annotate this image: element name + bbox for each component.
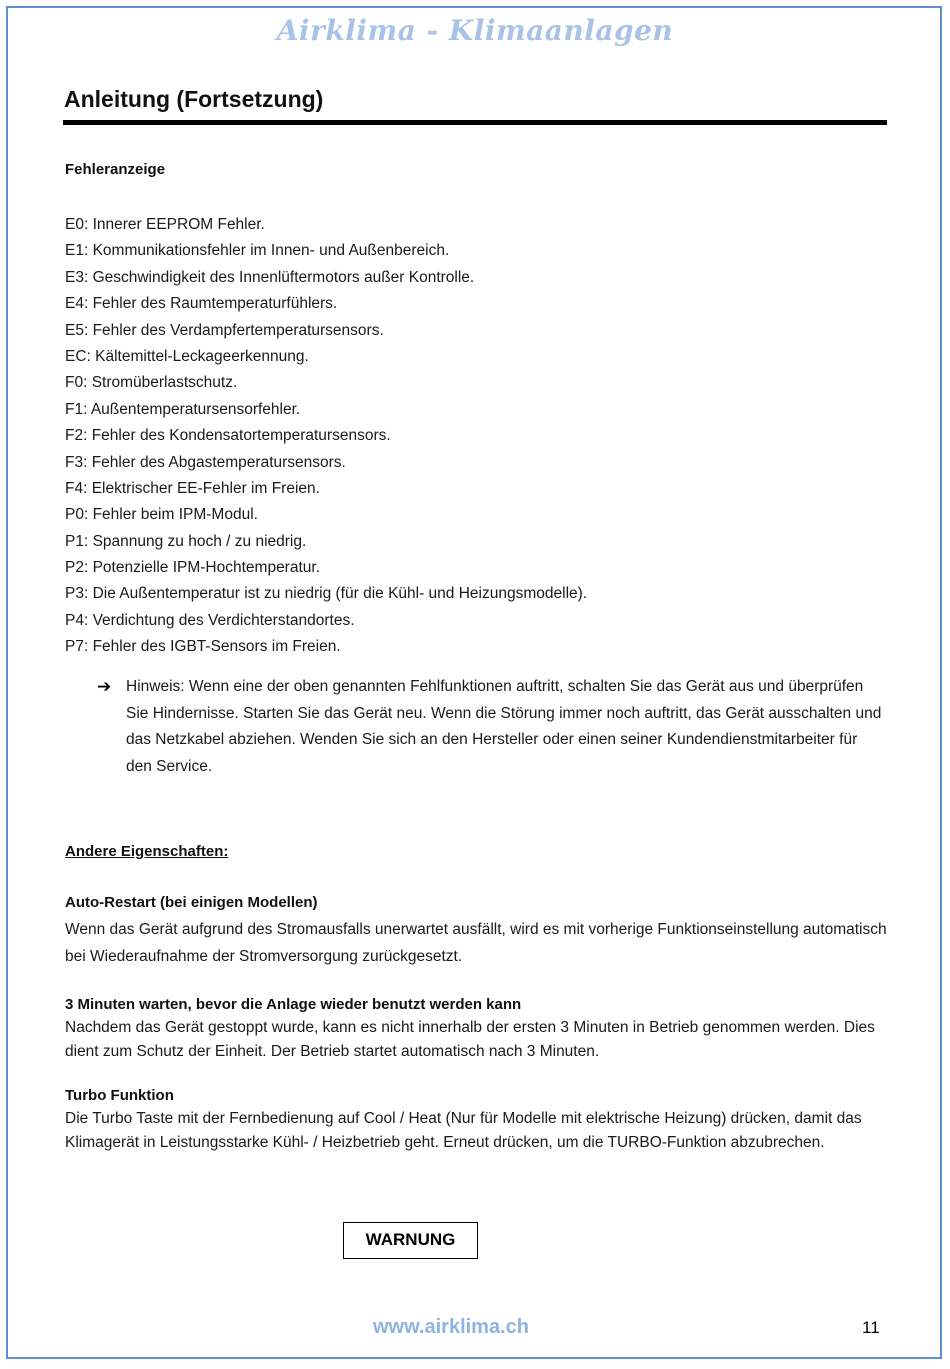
error-code-item: E0: Innerer EEPROM Fehler. — [65, 216, 265, 233]
error-code-item: F4: Elektrischer EE-Fehler im Freien. — [65, 479, 320, 497]
auto-restart-title: Auto-Restart (bei einigen Modellen) — [65, 894, 318, 911]
error-code-item: EC: Kältemittel-Leckageerkennung. — [65, 347, 309, 365]
footer-url[interactable]: www.airklima.ch — [373, 1316, 529, 1338]
page-title: Anleitung (Fortsetzung) — [64, 86, 324, 112]
error-note-text: Hinweis: Wenn eine der oben genannten Fehlfunktionen auftritt, schalten Sie das Gerät aus und überprüfen Sie Hindernisse. Starten Sie das Gerät neu. Wenn die Störung immer noch auftritt, das Gerät ausschalten und das Netzkabel abziehen. Wenden Sie sich an den Hersteller oder einen seiner Kundendienstmitarbeiter für den Service. — [126, 678, 882, 775]
warning-label: WARNUNG — [343, 1222, 478, 1259]
error-code-item: P3: Die Außentemperatur ist zu niedrig (für die Kühl- und Heizungsmodelle). — [65, 585, 588, 603]
error-code-list — [65, 212, 587, 661]
wait-title: 3 Minuten warten, bevor die Anlage wieder benutzt werden kann — [65, 996, 522, 1013]
error-code-item: P1: Spannung zu hoch / zu niedrig. — [65, 532, 307, 550]
error-code-item: E4: Fehler des Raumtemperaturfühlers. — [65, 295, 338, 313]
error-code-item: F1: Außentemperatursensorfehler. — [65, 400, 301, 418]
error-code-item: P2: Potenzielle IPM-Hochtemperatur. — [65, 559, 321, 577]
error-code-item: F3: Fehler des Abgastemperatursensors. — [65, 453, 346, 471]
error-code-item: P0: Fehler beim IPM-Modul. — [65, 506, 258, 524]
right-arrow-icon: ➔ — [97, 677, 112, 696]
turbo-text: Die Turbo Taste mit der Fernbedienung auf Cool / Heat (Nur für Modelle mit elektrische Heizung) drücken, damit das Klimagerät in Leistungsstarke Kühl- / Heizbetrieb geht. Erneut drücken, um die TURBO-Funktion abzubrechen. — [65, 1110, 862, 1151]
features-heading: Andere Eigenschaften: — [65, 843, 229, 860]
page-number: 11 — [862, 1318, 880, 1337]
wait-text: Nachdem das Gerät gestoppt wurde, kann es nicht innerhalb der ersten 3 Minuten in Betrieb genommen werden. Dies dient zum Schutz der Einheit. Der Betrieb startet automatisch nach 3 Minuten. — [65, 1019, 875, 1060]
turbo-title: Turbo Funktion — [65, 1087, 174, 1104]
brand-header: Airklima - Klimaanlagen — [276, 14, 674, 47]
error-code-item: P7: Fehler des IGBT-Sensors im Freien. — [65, 638, 341, 656]
title-divider — [63, 120, 887, 125]
error-code-item: P4: Verdichtung des Verdichterstandortes. — [65, 611, 355, 629]
error-code-item: E1: Kommunikationsfehler im Innen- und Außenbereich. — [65, 242, 450, 260]
error-code-item: F2: Fehler des Kondensatortemperatursensors. — [65, 427, 391, 445]
errors-heading: Fehleranzeige — [65, 161, 166, 178]
error-code-item: E5: Fehler des Verdampfertemperatursensors. — [65, 321, 384, 339]
error-code-item: E3: Geschwindigkeit des Innenlüftermotors außer Kontrolle. — [65, 268, 475, 286]
auto-restart-text: Wenn das Gerät aufgrund des Stromausfalls unerwartet ausfällt, wird es mit vorherige Funktionseinstellung automatisch bei Wiederaufnahme der Stromversorgung zurückgesetzt. — [65, 921, 887, 965]
error-code-item: F0: Stromüberlastschutz. — [65, 374, 238, 392]
